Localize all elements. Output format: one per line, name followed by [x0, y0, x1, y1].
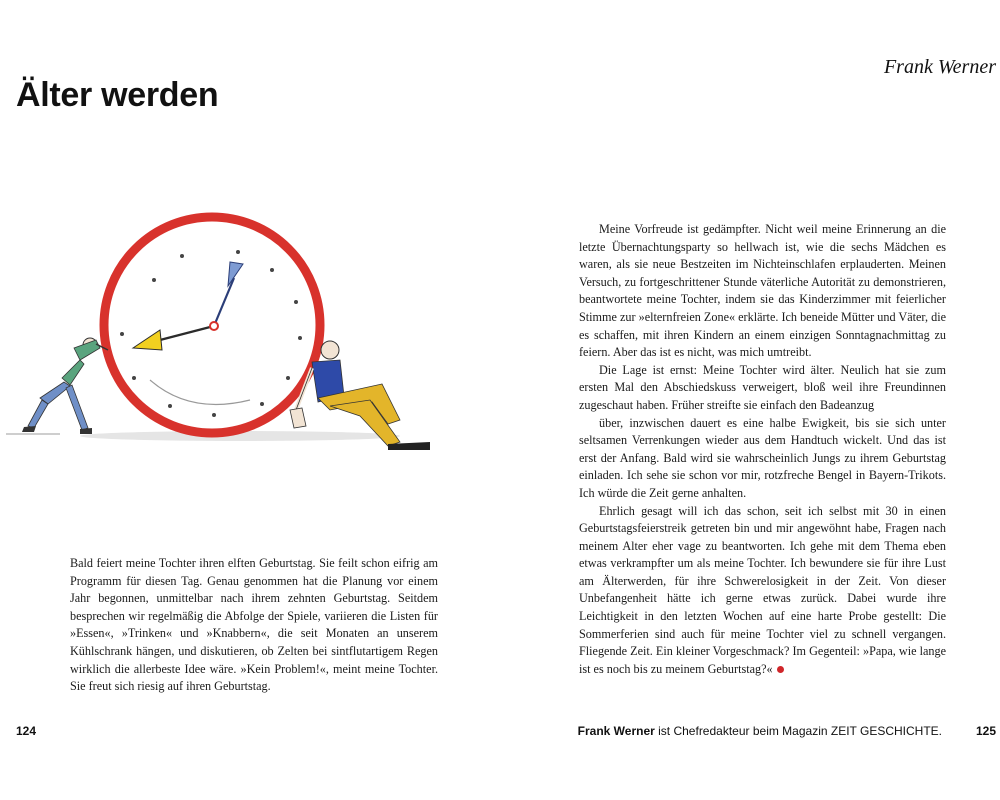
article-title: Älter werden — [16, 76, 219, 114]
author-bio-footer — [578, 724, 942, 738]
pushing-figure — [22, 338, 108, 434]
paragraph: Die Lage ist ernst: Meine Tochter wird älter. Neulich hat sie zum ersten Mal den Abschiedskuss verweigert, bloß weil ihre Freundinnen zugeschaut haben. Früher streifte sie einfach den Badeanzug — [579, 362, 946, 412]
footer-bio: ist Chefredakteur beim Magazin ZEIT GESCHICHTE. — [654, 724, 942, 738]
paragraph: über, inzwischen dauert es eine halbe Ewigkeit, bis sie sich unter seltsamen Verrenkungen wieder aus dem Handtuch wickelt. Und das ist erst der Anfang. Bald wird sie wahrscheinlich Jungs zu ihrem Geburtstag einladen. Ich sehe sie schon vor mir, rotzfreche Bengel in Bayern-Trikots. Ich würde die Zeit gerne anhalten. — [579, 415, 946, 500]
paragraph: Bald feiert meine Tochter ihren elften Geburtstag. Sie feilt schon eifrig am Programm für diesen Tag. Genau genommen hat die Planung vor einem Jahr begonnen, unmittelbar nach ihrem zehnten Geburtstag. Seitdem besprechen wir regelmäßig die Abfolge der Spiele, variieren die Listen für »Essen«, »Trinken« und »Knabbern«, die seit Monaten an unserem Kühlschrank hängen, und diskutieren, ob Zelten bei sintflutartigem Regen wirklich die allerbeste Idee wäre. »Kein Problem!«, meint meine Tochter. Sie freut sich riesig auf ihren Geburtstag. — [70, 556, 438, 694]
paragraph: Meine Vorfreude ist gedämpfter. Nicht weil meine Erinnerung an die letzte Übernachtungsparty so hellwach ist, wie die sechs Mädchen es waren, als sie neue Bestzeiten im Nichteinschlafen erplauderten. Meinen Versuch, zu fortgeschrittener Stunde väterliche Autorität zu demonstrieren, beantwortete meine Tochter, indem sie das Kinderzimmer mit feierlicher Stimme zur »elternfreien Zone« erklärte. Ich beneide Mütter und Väter, die es schaffen, mit ihren Kindern an einem einzigen Sonntagnachmittag zu feiern. Aber das ist es nicht, was mich umtreibt. — [579, 222, 946, 360]
paragraph-last — [579, 503, 946, 679]
footer-author: Frank Werner — [577, 724, 655, 738]
page-number-right: 125 — [975, 724, 996, 738]
left-column-text — [70, 555, 438, 696]
paragraph-last-text: Ehrlich gesagt will ich das schon, seit ich selbst mit 30 in einen Geburtstagsfeierstreik getreten bin und mir angewöhnt habe, Fragen nach meinem Alter eher vage zu beantworten. Ich gehe mit dem Thema eben etwas verkrampfter um als meine Tochter. Ich bewundere sie für ihre Lust am Älterwerden, für ihre Schwerelosigkeit in der Zeit. Von dieser Unbefangenheit hätte ich gerne etwas zurück. Dabei wurde ihre Leichtigkeit in den letzten Wochen auf eine harte Probe gestellt: Die Sommerferien sind auch für meine Tochter viel zu schnell vergangen. Fliegende Zeit. Ein kleiner Vorgeschmack? Im Gegenteil: »Papa, wie lange ist es noch bis zu meinem Geburtstag?« — [579, 503, 946, 676]
author-heading: Frank Werner — [883, 56, 996, 78]
clock-illustration — [0, 210, 440, 470]
right-column-text — [579, 221, 946, 678]
page-number-left: 124 — [16, 724, 37, 738]
end-mark-dot-icon — [777, 666, 784, 673]
